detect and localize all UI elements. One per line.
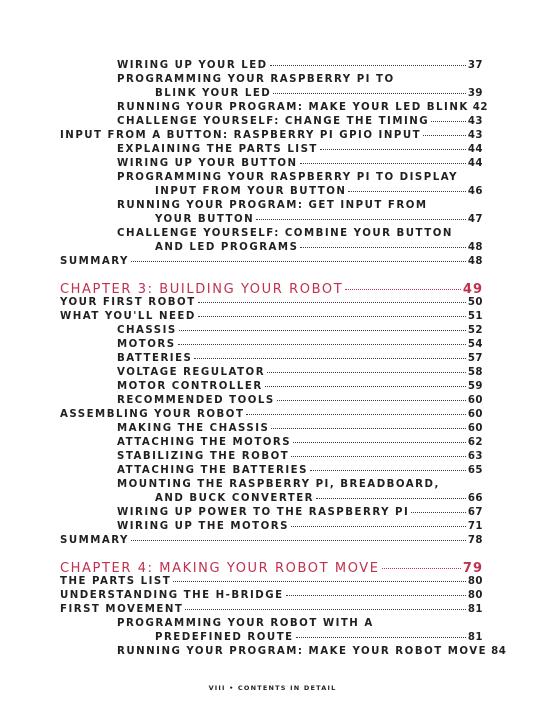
toc-entry-label: WIRING UP POWER TO THE RASPBERRY PI	[117, 507, 410, 518]
toc-entry-label: BATTERIES	[117, 353, 193, 364]
toc-entry[interactable]	[60, 130, 483, 141]
toc-entry-label: MOTOR CONTROLLER	[117, 381, 263, 392]
toc-entry[interactable]	[117, 381, 483, 392]
toc-entry-page-number: 67	[467, 507, 483, 518]
toc-entry-page-number: 80	[467, 590, 483, 601]
toc-leader-dots	[310, 470, 466, 471]
toc-entry[interactable]	[60, 297, 483, 308]
toc-entry-label: RUNNING YOUR PROGRAM: MAKE YOUR ROBOT MOVE	[117, 646, 488, 657]
toc-entry-page-number: 47	[467, 214, 483, 225]
toc-entry-page-number: 57	[467, 353, 483, 364]
toc-entry[interactable]	[155, 186, 483, 197]
toc-entry-page-number: 84	[491, 646, 507, 657]
toc-entry-label: CHALLENGE YOURSELF: COMBINE YOUR BUTTON	[117, 228, 453, 239]
toc-entry-label: STABILIZING THE ROBOT	[117, 451, 290, 462]
toc-entry-page-number: 48	[467, 256, 483, 267]
toc-entry-label: YOUR BUTTON	[155, 214, 255, 225]
toc-entry-label: FIRST MOVEMENT	[60, 604, 184, 615]
toc-entry-label: PROGRAMMING YOUR RASPBERRY PI TO	[117, 74, 395, 85]
toc-entry-label: PROGRAMMING YOUR ROBOT WITH A	[117, 618, 374, 629]
toc-entry[interactable]	[117, 618, 483, 629]
toc-entry-label: INPUT FROM A BUTTON: RASPBERRY PI GPIO INPUT	[60, 130, 422, 141]
toc-entry[interactable]	[155, 242, 483, 253]
toc-leader-dots	[194, 358, 465, 359]
toc-entry-page-number: 78	[467, 535, 483, 546]
toc-entry[interactable]	[117, 646, 507, 657]
toc-entry-page-number: 60	[467, 395, 483, 406]
toc-entry[interactable]	[60, 256, 483, 267]
toc-entry[interactable]	[60, 590, 483, 601]
toc-leader-dots	[345, 289, 461, 290]
toc-leader-dots	[185, 609, 465, 610]
toc-entry[interactable]	[117, 172, 483, 183]
toc-entry-label: RUNNING YOUR PROGRAM: GET INPUT FROM	[117, 200, 428, 211]
toc-leader-dots	[423, 135, 466, 136]
toc-leader-dots	[277, 400, 466, 401]
toc-entry-page-number: 65	[467, 465, 483, 476]
toc-entry[interactable]	[155, 88, 483, 99]
toc-entry-label: MAKING THE CHASSIS	[117, 423, 270, 434]
toc-entry-page-number: 58	[467, 367, 483, 378]
toc-leader-dots	[411, 512, 466, 513]
toc-entry[interactable]	[117, 144, 483, 155]
toc-leader-dots	[300, 163, 466, 164]
toc-entry[interactable]	[117, 228, 483, 239]
toc-entry-label: PROGRAMMING YOUR RASPBERRY PI TO DISPLAY	[117, 172, 458, 183]
toc-entry[interactable]	[117, 102, 488, 113]
toc-entry-label: ATTACHING THE BATTERIES	[117, 465, 308, 476]
toc-entry-label: MOUNTING THE RASPBERRY PI, BREADBOARD,	[117, 479, 440, 490]
toc-entry-page-number: 43	[467, 130, 483, 141]
toc-leader-dots	[246, 414, 465, 415]
toc-entry-page-number: 60	[467, 423, 483, 434]
toc-entry-label: SUMMARY	[60, 535, 129, 546]
toc-entry-label: WIRING UP THE MOTORS	[117, 521, 289, 532]
toc-leader-dots	[178, 344, 466, 345]
toc-entry-page-number: 46	[467, 186, 483, 197]
toc-entry-page-number: 48	[467, 242, 483, 253]
toc-leader-dots	[316, 498, 466, 499]
toc-entry-page-number: 81	[467, 604, 483, 615]
toc-entry-page-number: 49	[462, 282, 483, 297]
toc-entry-page-number: 71	[467, 521, 483, 532]
toc-leader-dots	[173, 581, 466, 582]
page-footer: VIII • CONTENTS IN DETAIL	[208, 684, 337, 692]
toc-entry-page-number: 44	[467, 144, 483, 155]
toc-entry[interactable]	[117, 353, 483, 364]
toc-entry-label: WHAT YOU'LL NEED	[60, 311, 196, 322]
toc-entry[interactable]	[117, 367, 483, 378]
toc-entry[interactable]	[60, 576, 483, 587]
toc-leader-dots	[320, 149, 466, 150]
toc-leader-dots	[271, 428, 465, 429]
toc-entry-label: RECOMMENDED TOOLS	[117, 395, 275, 406]
toc-entry-label: SUMMARY	[60, 256, 129, 267]
toc-entry-label: MOTORS	[117, 339, 176, 350]
toc-chapter-entry[interactable]	[60, 561, 483, 576]
toc-entry-label: AND BUCK CONVERTER	[155, 493, 315, 504]
toc-entry-label: VOLTAGE REGULATOR	[117, 367, 266, 378]
toc-entry[interactable]	[117, 451, 483, 462]
toc-entry[interactable]	[117, 60, 483, 71]
toc-entry-label: PREDEFINED ROUTE	[155, 632, 294, 643]
toc-leader-dots	[267, 372, 466, 373]
toc-entry-page-number: 60	[467, 409, 483, 420]
toc-entry-page-number: 66	[467, 493, 483, 504]
toc-leader-dots	[300, 247, 465, 248]
toc-entry[interactable]	[117, 437, 483, 448]
toc-entry-label: WIRING UP YOUR BUTTON	[117, 158, 298, 169]
toc-chapter-entry[interactable]	[60, 282, 483, 297]
toc-leader-dots	[293, 442, 466, 443]
toc-entry-label: CHAPTER 4: MAKING YOUR ROBOT MOVE	[60, 561, 380, 576]
toc-entry[interactable]	[117, 74, 483, 85]
toc-leader-dots	[256, 219, 466, 220]
toc-leader-dots	[286, 595, 466, 596]
toc-leader-dots	[431, 121, 466, 122]
toc-leader-dots	[179, 330, 466, 331]
toc-entry-label: WIRING UP YOUR LED	[117, 60, 268, 71]
toc-entry-page-number: 62	[467, 437, 483, 448]
toc-leader-dots	[296, 637, 466, 638]
toc-leader-dots	[291, 526, 466, 527]
toc-entry-label: CHAPTER 3: BUILDING YOUR ROBOT	[60, 282, 344, 297]
toc-entry-page-number: 51	[467, 311, 483, 322]
toc-entry-page-number: 80	[467, 576, 483, 587]
toc-entry[interactable]	[117, 325, 483, 336]
toc-entry[interactable]	[117, 200, 483, 211]
toc-entry[interactable]	[117, 116, 483, 127]
toc-entry-label: RUNNING YOUR PROGRAM: MAKE YOUR LED BLINK	[117, 102, 469, 113]
toc-entry[interactable]	[117, 465, 483, 476]
toc-entry[interactable]	[60, 311, 483, 322]
toc-leader-dots	[270, 65, 466, 66]
toc-leader-dots	[291, 456, 466, 457]
toc-entry[interactable]	[117, 158, 483, 169]
toc-entry[interactable]	[117, 507, 483, 518]
toc-entry-page-number: 79	[462, 561, 483, 576]
toc-entry-label: THE PARTS LIST	[60, 576, 172, 587]
toc-entry-label: INPUT FROM YOUR BUTTON	[155, 186, 347, 197]
toc-entry-page-number: 50	[467, 297, 483, 308]
toc-entry[interactable]	[155, 214, 483, 225]
toc-leader-dots	[131, 261, 466, 262]
toc-entry-label: CHALLENGE YOURSELF: CHANGE THE TIMING	[117, 116, 430, 127]
toc-entry[interactable]	[60, 409, 483, 420]
toc-leader-dots	[273, 93, 466, 94]
toc-entry-label: BLINK YOUR LED	[155, 88, 272, 99]
toc-entry-label: EXPLAINING THE PARTS LIST	[117, 144, 318, 155]
toc-entry-label: YOUR FIRST ROBOT	[60, 297, 196, 308]
toc-entry-page-number: 59	[467, 381, 483, 392]
toc-entry-page-number: 43	[467, 116, 483, 127]
toc-leader-dots	[198, 316, 466, 317]
toc-leader-dots	[131, 540, 466, 541]
toc-entry-page-number: 44	[467, 158, 483, 169]
toc-entry-page-number: 54	[467, 339, 483, 350]
toc-entry[interactable]	[117, 423, 483, 434]
toc-entry-page-number: 81	[467, 632, 483, 643]
toc-entry[interactable]	[117, 339, 483, 350]
toc-entry-page-number: 52	[467, 325, 483, 336]
toc-entry[interactable]	[117, 395, 483, 406]
toc-entry-label: ASSEMBLING YOUR ROBOT	[60, 409, 245, 420]
toc-leader-dots	[198, 302, 466, 303]
toc-entry-label: UNDERSTANDING THE H-BRIDGE	[60, 590, 284, 601]
toc-entry[interactable]	[117, 521, 483, 532]
toc-entry-page-number: 42	[472, 102, 488, 113]
toc-entry-page-number: 39	[467, 88, 483, 99]
toc-leader-dots	[382, 568, 461, 569]
toc-entry[interactable]	[155, 632, 483, 643]
toc-entry[interactable]	[117, 479, 483, 490]
toc-leader-dots	[348, 191, 465, 192]
toc-entry-page-number: 37	[467, 60, 483, 71]
toc-entry[interactable]	[155, 493, 483, 504]
toc-entry-label: ATTACHING THE MOTORS	[117, 437, 292, 448]
toc-entry-label: AND LED PROGRAMS	[155, 242, 299, 253]
toc-entry[interactable]	[60, 535, 483, 546]
toc-entry[interactable]	[60, 604, 483, 615]
toc-entry-page-number: 63	[467, 451, 483, 462]
toc-leader-dots	[265, 386, 466, 387]
toc-entry-label: CHASSIS	[117, 325, 177, 336]
